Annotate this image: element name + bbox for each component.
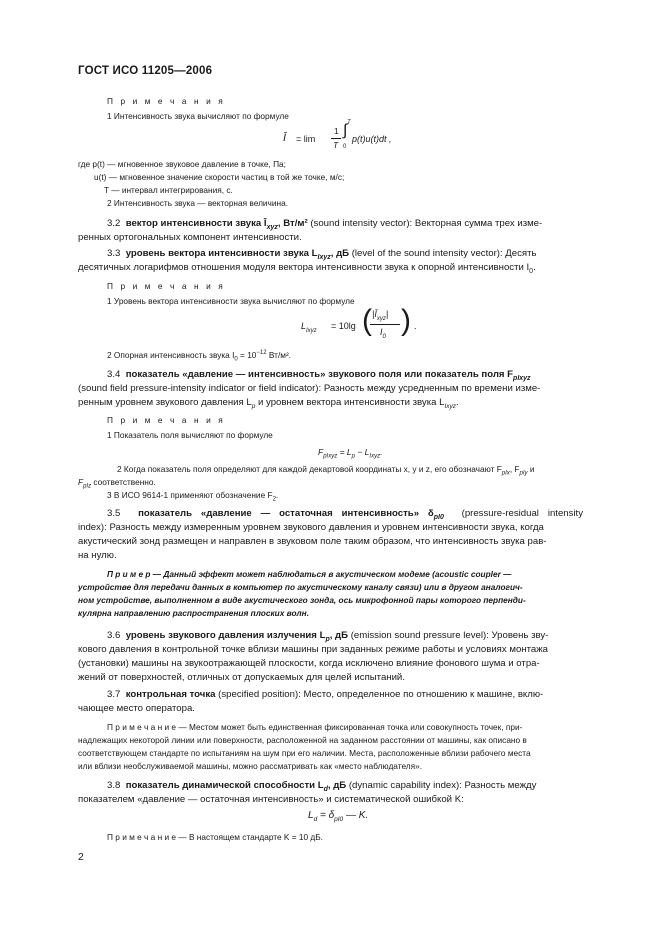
section-3-6-line-2: кового давления в контрольной точке вблизи машины при заданных режиме работы и условиях монтажа xyxy=(78,644,548,655)
page-header: ГОСТ ИСО 11205—2006 xyxy=(78,65,213,77)
example-line-4: кулярна направлению распространения плоских волн. xyxy=(78,608,309,618)
f1-upper: T xyxy=(347,120,351,126)
section-3-3-line-2: десятичных логарифмов отношения модуля вектора интенсивности звука к опорной интенсивности $I_0$. xyxy=(78,262,536,275)
section-3-2: 3.2 вектор интенсивности звука $Ī_{xyz}$, Вт/м² (sound intensity vector): Векторная сумма трех изме- xyxy=(107,218,543,231)
section-3-8-line-2: показателем «давление — остаточная интенсивность» и систематической ошибкой K: xyxy=(78,794,464,805)
where-line-1: где p(t) — мгновенное звуковое давление в точке, Па; xyxy=(78,159,286,169)
f1-one: 1 xyxy=(334,126,339,136)
f2-denominator: $I_0$ xyxy=(380,327,386,340)
page-number: 2 xyxy=(78,851,84,863)
note-1-intensity: 1 Интенсивность звука вычисляют по формуле xyxy=(107,111,289,121)
section-3-6-line-3: (установки) машины на звукоотражающей плоскости, когда исключено влияние фонового шума и отра- xyxy=(78,658,540,669)
section-3-5: 3.5 показатель «давление — остаточная интенсивность» $\delta_{pI0}$ (pressure-residual intensity xyxy=(107,508,584,521)
section-3-3: 3.3 уровень вектора интенсивности звука $L_{Ixyz}$, дБ (level of the sound intensity vector): Десять xyxy=(107,248,537,261)
section-3-5-line-3: акустический зонд размещен и направлен в звуковом поле таким образом, что интенсивность звука рав- xyxy=(78,536,547,547)
note-3-7-line-1: П р и м е ч а н и е — Местом может быть единственная фиксированная точка или совокупность точек, при- xyxy=(107,722,523,732)
section-3-7: 3.7 контрольная точка (specified position): Место, определенное по отношению к машине, вклю- xyxy=(107,689,544,700)
example-line-3: ном устройстве, выполненном в виде акустического зонда, ось микрофонной пары которого перпенди- xyxy=(78,595,526,605)
section-3-8: 3.8 показатель динамической способности $L_d$, дБ (dynamic capability index): Разность между xyxy=(107,780,537,793)
note-1-field: 1 Показатель поля вычисляют по формуле xyxy=(107,430,273,440)
f1-integral-sign: ∫ xyxy=(343,122,348,139)
f2-numerator: $|Ī_{xyz}|$ xyxy=(372,309,389,322)
notes-label: П р и м е ч а н и я xyxy=(107,96,226,106)
note-1-level: 1 Уровень вектора интенсивности звука вычисляют по формуле xyxy=(107,296,355,306)
f2-eq: = 10lg xyxy=(331,321,356,331)
f1-T: T xyxy=(333,140,339,150)
section-3-5-line-2: index): Разность между измеренным уровнем звукового давления и уровнем интенсивности звука, когда xyxy=(78,522,544,533)
note-3-field: 3 В ИСО 9614-1 применяют обозначение $F_2$. xyxy=(107,490,279,503)
section-3-7-line-2: чающее место оператора. xyxy=(78,703,195,714)
note-3-7-line-3: соответствующем стандарте по испытаниям на шум при его наличии. Места, расположенные вблизи рабочего места xyxy=(78,748,531,758)
example-line-2: устройстве для передачи данных в компьютер по акустическому каналу связи) или в другом аналогич- xyxy=(78,582,523,592)
note-2-vector: 2 Интенсивность звука — векторная величина. xyxy=(107,198,289,208)
section-3-4-line-2: (sound field pressure-intensity indicator or field indicator): Разность между усредненным по времени изме- xyxy=(78,383,541,394)
note-3-8: П р и м е ч а н и е — В настоящем стандарте K = 10 дБ. xyxy=(107,832,323,842)
section-3-6: 3.6 уровень звукового давления излучения $L_p$, дБ (emission sound pressure level): Уровень зву- xyxy=(107,630,549,643)
f2-end: . xyxy=(414,321,417,331)
section-3-6-line-4: жений от поверхностей, отличных от допускаемых для целей испытаний. xyxy=(78,672,405,683)
section-3-2-line-2: ренных ортогональных компонент интенсивности. xyxy=(78,232,302,243)
f1-lower: 0 xyxy=(343,144,347,150)
note-2-field-cartesian: 2 Когда показатель поля определяют для каждой декартовой координаты x, y и z, его обозначают $F_{pIx}$, $F_{pIy}$ и xyxy=(117,464,535,477)
where-line-2: u(t) — мгновенное значение скорости частиц в той же точке, м/с; xyxy=(94,172,345,182)
where-line-3: T — интервал интегрирования, с. xyxy=(104,185,233,195)
f2-paren-right: ) xyxy=(401,304,411,337)
section-3-4-line-3: ренным уровнем звукового давления $L_p$ и уровнем вектора интенсивности звука $L_{Ixyz}$. xyxy=(78,397,459,410)
formula-dynamic: $L_d = \delta_{pI0}$ — K. xyxy=(308,810,369,823)
f2-lhs: $L_{Ixyz}$ xyxy=(301,321,317,334)
f1-symbol: Ī xyxy=(283,132,287,144)
formula-field: $F_{pIxyz} = L_p - L_{Ixyz}$. xyxy=(318,447,383,460)
notes-label-3-3: П р и м е ч а н и я xyxy=(107,281,226,291)
note-2-field-line-2: $F_{pIz}$ соответственно. xyxy=(78,477,156,490)
f1-eq: = lim xyxy=(296,134,316,144)
note-2-reference: 2 Опорная интенсивность звука $I_0 = 10^{-12}$ Вт/м². xyxy=(107,350,292,363)
section-3-5-line-4: на нулю. xyxy=(78,550,117,561)
f2-fraction-bar xyxy=(370,324,400,325)
f1-integrand: p(t)u(t)dt , xyxy=(352,134,392,144)
f1-fraction-bar xyxy=(331,138,341,139)
section-3-4: 3.4 показатель «давление — интенсивность» звукового поля или показатель поля $F_{pIxyz}$ xyxy=(107,369,531,382)
example-line-1: П р и м е р — Данный эффект может наблюдаться в акустическом модеме (acoustic coupler — xyxy=(107,569,512,579)
notes-label-3-4: П р и м е ч а н и я xyxy=(107,415,226,425)
note-3-7-line-4: или вблизи необслуживаемой машины, можно рассматривать как «место наблюдателя». xyxy=(78,761,423,771)
note-3-7-line-2: надлежащих некоторой линии или поверхности, расположенной на заданном расстоянии от машины, как описано в xyxy=(78,735,527,745)
f2-paren-left: ( xyxy=(362,304,372,337)
